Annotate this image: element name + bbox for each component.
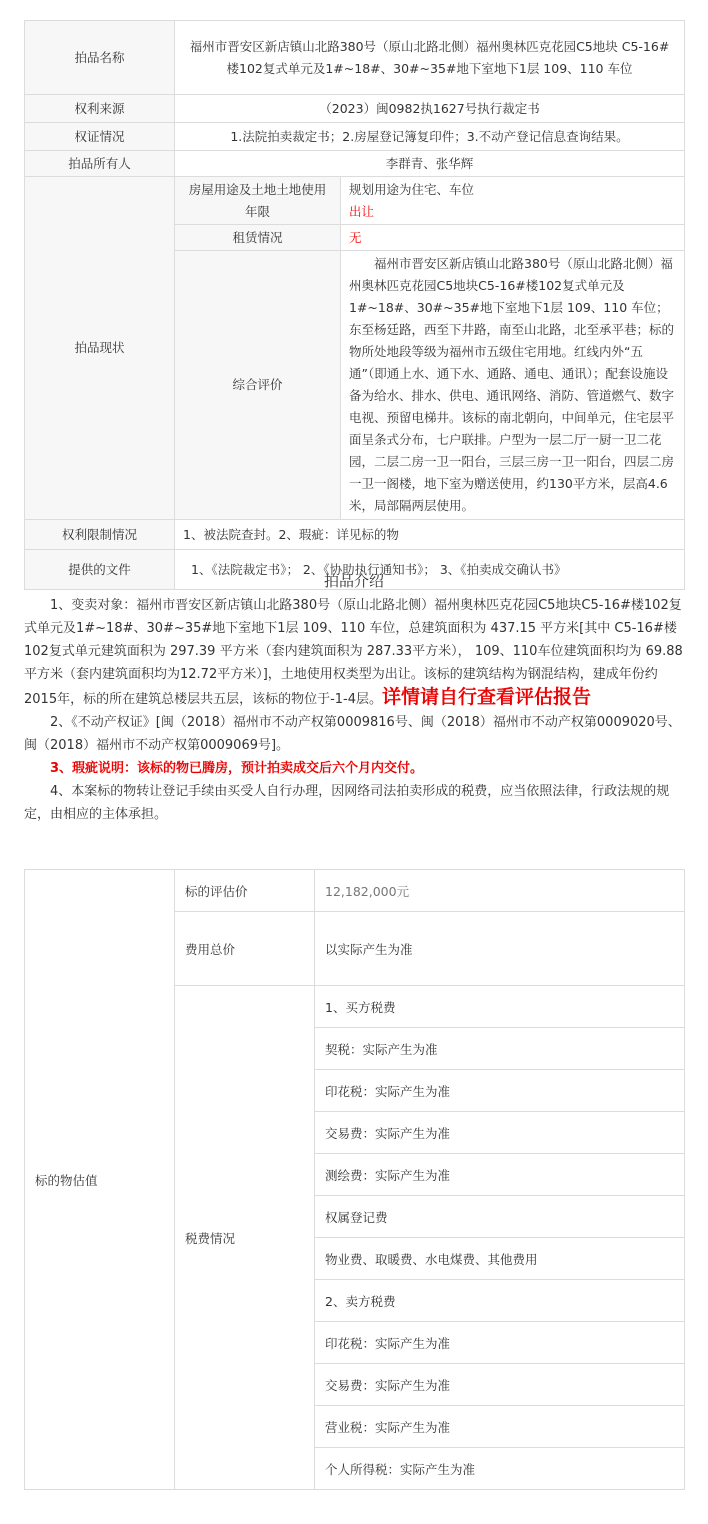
item-intro (24, 570, 684, 826)
eval-value: 福州市晋安区新店镇山北路380号（原山北路北侧）福州奥林匹克花园C5地块C5-16#楼102复式单元及1#~18#、30#~35#地下室地下1层 109、110 车位；东至杨廷路，西至下井路，南至山北路，北至承平巷；标的物所处地段等级为福州市五级住宅用地。红线内外“五通”（即通上水、通下水、通路、通电、通讯）；配套设施设备为给水、排水、供电、通讯网络、消防、管道燃气、数字电视、预留电梯井。该标的南北朝向，中间单元，住宅层平面呈条式分布，七户联排。户型为一层二厅一厨一卫二花园，二层二房一卫一阳台，三层三房一卫一阳台，四层二房一卫一阁楼，地下室为赠送使用，约130平方米，层高4.6米，局部隔两层使用。 (341, 251, 685, 520)
row-limit (25, 520, 685, 550)
eval-price-value: 12,182,000元 (315, 870, 685, 912)
eval-price-label: 标的评估价 (175, 870, 315, 912)
item-info-table (24, 20, 685, 590)
usage-value-cell (341, 177, 685, 225)
tax-item: 交易费：实际产生为准 (315, 1112, 685, 1154)
row-eval-price (25, 870, 685, 912)
tax-item: 交易费：实际产生为准 (315, 1364, 685, 1406)
tax-item: 印花税：实际产生为准 (315, 1070, 685, 1112)
lease-label: 租赁情况 (175, 225, 341, 251)
tax-item: 测绘费：实际产生为准 (315, 1154, 685, 1196)
row-name (25, 21, 685, 95)
tax-item: 营业税：实际产生为准 (315, 1406, 685, 1448)
name-value: 福州市晋安区新店镇山北路380号（原山北路北侧）福州奥林匹克花园C5地块 C5-16#楼102复式单元及1#~18#、30#~35#地下室地下1层 109、110 车位 (175, 21, 685, 95)
row-source (25, 95, 685, 123)
intro-p1-red: 详情请自行查看评估报告 (382, 686, 592, 708)
tax-item: 物业费、取暖费、水电煤费、其他费用 (315, 1238, 685, 1280)
owner-value: 李群青、张华辉 (175, 151, 685, 177)
total-fee-value: 以实际产生为准 (315, 912, 685, 986)
docs-value: 1、《法院裁定书》； 2、《协助执行通知书》； 3、《拍卖成交确认书》 (175, 550, 685, 590)
limit-label: 权利限制情况 (25, 520, 175, 550)
tax-label: 税费情况 (175, 986, 315, 1490)
intro-paragraph-3: 3、瑕疵说明：该标的物已腾房，预计拍卖成交后六个月内交付。 (50, 761, 424, 776)
cert-label: 权证情况 (25, 123, 175, 151)
lease-value: 无 (341, 225, 685, 251)
total-fee-label: 费用总价 (175, 912, 315, 986)
intro-paragraph-4: 4、本案标的物转让登记手续由买受人自行办理，因网络司法拍卖形成的税费，应当依照法律，行政法规的规定，由相应的主体承担。 (24, 784, 670, 822)
source-value: （2023）闽0982执1627号执行裁定书 (175, 95, 685, 123)
limit-value: 1、被法院查封。2、瑕疵：详见标的物 (175, 520, 685, 550)
usage-value-red: 出让 (349, 203, 375, 219)
intro-p1-text: 1、变卖对象：福州市晋安区新店镇山北路380号（原山北路北侧）福州奥林匹克花园C5地块C5-16#楼102复式单元及1#~18#、30#~35#地下室地下1层 109、110 车位，总建筑面积为 437.15 平方米[其中 C5-16#楼 102复式单元建筑面积为 297.39 平方米（套内建筑面积为 287.33平方米）， 109、110车位建筑面积均为 69.88 平方米（套内建筑面积均为12.72平方米）]，土地使用权类型为出让。该标的建筑结构为钢混结构，建成年份约2015年，标的所在建筑总楼层共五层，该标的物位于-1-4层。 (24, 598, 683, 707)
row-owner (25, 151, 685, 177)
cert-value: 1.法院拍卖裁定书；2.房屋登记簿复印件；3.不动产登记信息查询结果。 (175, 123, 685, 151)
eval-label: 综合评价 (175, 251, 341, 520)
owner-label: 拍品所有人 (25, 151, 175, 177)
usage-value: 规划用途为住宅、车位 (349, 181, 475, 197)
tax-item: 个人所得税：实际产生为准 (315, 1448, 685, 1490)
tax-item: 印花税：实际产生为准 (315, 1322, 685, 1364)
valuation-table (24, 869, 685, 1490)
intro-paragraph-2: 2、《不动产权证》[闽（2018）福州市不动产权第0009816号、闽（2018）福州市不动产权第0009020号、闽（2018）福州市不动产权第0009069号]。 (24, 715, 681, 753)
docs-label: 提供的文件 (25, 550, 175, 590)
row-cert (25, 123, 685, 151)
valuation-main-label: 标的物估值 (25, 870, 175, 1490)
tax-item: 1、买方税费 (315, 986, 685, 1028)
intro-paragraph-1 (24, 594, 684, 711)
tax-item: 2、卖方税费 (315, 1280, 685, 1322)
usage-label: 房屋用途及土地土地使用年限 (175, 177, 341, 225)
tax-item: 权属登记费 (315, 1196, 685, 1238)
intro-title: 拍品介绍 (323, 572, 384, 590)
status-label: 拍品现状 (25, 177, 175, 520)
row-usage (25, 177, 685, 225)
tax-item: 契税：实际产生为准 (315, 1028, 685, 1070)
name-label: 拍品名称 (25, 21, 175, 95)
source-label: 权利来源 (25, 95, 175, 123)
